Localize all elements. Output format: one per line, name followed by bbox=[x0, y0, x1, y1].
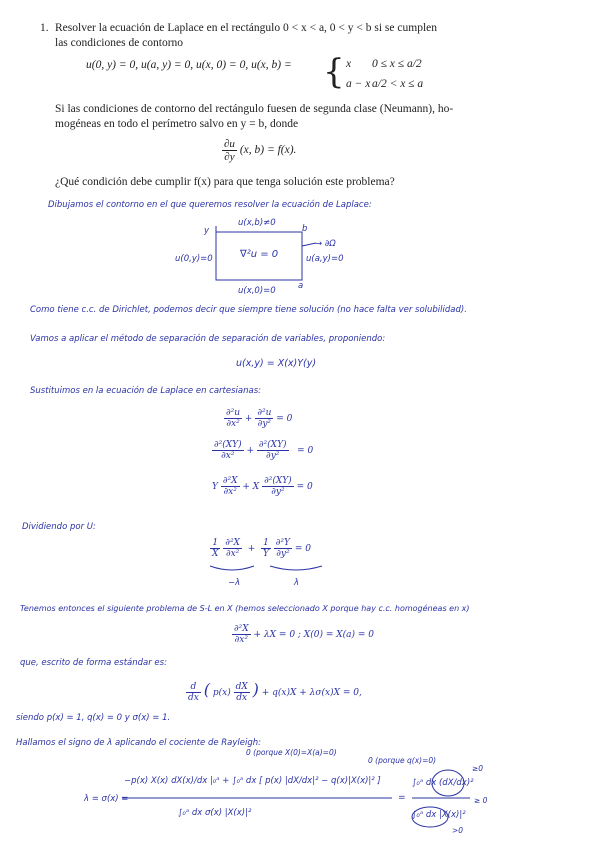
problem-line-2: las condiciones de contorno bbox=[55, 37, 184, 49]
question: ¿Qué condición debe cumplir f(x) para que tenga solución este problema? bbox=[55, 176, 395, 188]
rayleigh-equals: = bbox=[398, 793, 406, 803]
diagram-left-label: u(0,y)=0 bbox=[175, 254, 213, 264]
ansatz: u(x,y) = X(x)Y(y) bbox=[236, 358, 317, 369]
neumann-equation-rest: (x, b) = f(x). bbox=[239, 144, 297, 157]
neumann-line-2: mogéneas en todo el perímetro salvo en y = b, donde bbox=[55, 118, 299, 130]
positive-mark: >0 bbox=[452, 826, 464, 835]
diagram-b-label: b bbox=[302, 224, 308, 234]
du-dy-fraction: $\frac{\partial u}{\partial y}$ bbox=[224, 138, 235, 163]
intro-note: Dibujamos el contorno en el que queremos resolver la ecuación de Laplace: bbox=[48, 200, 372, 210]
problem-number: 1. bbox=[40, 22, 49, 34]
coefficients-note: siendo p(x) = 1, q(x) = 0 y σ(x) = 1. bbox=[16, 713, 171, 723]
diagram-top-label: u(x,b)≠0 bbox=[238, 218, 276, 228]
diagram-a-label: a bbox=[298, 281, 304, 291]
piece-2-condition: a/2 < x ≤ a bbox=[372, 78, 424, 90]
bc-equation: u(0, y) = 0, u(a, y) = 0, u(x, 0) = 0, u(x, b) = bbox=[86, 59, 292, 71]
piecewise-brace: { bbox=[323, 52, 345, 92]
neumann-line-1: Si las condiciones de contorno del rectángulo fuesen de segunda clase (Neumann), ho- bbox=[55, 103, 454, 115]
dirichlet-note: Como tiene c.c. de Dirichlet, podemos decir que siempre tiene solución (no hace falta ver solubilidad). bbox=[30, 305, 467, 315]
standard-note: que, escrito de forma estándar es: bbox=[20, 658, 167, 668]
divide-note: Dividiendo por U: bbox=[22, 522, 96, 532]
rayleigh-rhs-denominator: ∫₀ᵃ dx |X(x)|² bbox=[412, 810, 466, 820]
rayleigh-rhs-numerator: ∫₀ᵃ dx (dX/dx)² bbox=[412, 778, 474, 788]
piece-1-value: x bbox=[346, 58, 352, 70]
rayleigh-annotation-1: 0 (porque X(0)=X(a)=0) bbox=[246, 748, 337, 757]
rayleigh-lhs: λ = σ(x) = bbox=[84, 794, 129, 804]
diagram-center-label: ∇²u = 0 bbox=[240, 249, 279, 260]
underbrace-right-label: λ bbox=[294, 578, 300, 588]
laplace-eq-3: Y $\frac{\text{∂²X}}{\text{∂x²}}$ + X $\frac{\text{∂²(XY)}}{\text{∂y²}}$ = 0 bbox=[212, 476, 313, 497]
problem-line-1: Resolver la ecuación de Laplace en el rectángulo 0 < x < a, 0 < y < b si se cumplen bbox=[55, 22, 437, 34]
sl-equation: $\frac{\text{∂²X}}{\text{∂x²}}$ + λX = 0 ; X(0) = X(a) = 0 bbox=[234, 624, 375, 645]
rayleigh-annotation-2: 0 (porque q(x)=0) bbox=[368, 756, 437, 765]
piece-2-value: a − x bbox=[346, 78, 371, 90]
diagram-bottom-label: u(x,0)=0 bbox=[238, 286, 276, 296]
piece-1-condition: 0 ≤ x ≤ a/2 bbox=[372, 58, 422, 70]
separation-note: Vamos a aplicar el método de separación de separación de variables, proponiendo: bbox=[30, 334, 386, 344]
underbrace-left-label: −λ bbox=[228, 578, 241, 588]
diagram-boundary-label: → ∂Ω bbox=[315, 239, 336, 249]
separated-eq: $\frac{1}{X}$ $\frac{\text{∂²X}}{\text{∂x²}}$ + $\frac{1}{Y}$ $\frac{\text{∂²Y}}{\text{∂y²}}$ = 0 bbox=[212, 538, 311, 559]
rayleigh-note: Hallamos el signo de λ aplicando el cociente de Rayleigh: bbox=[16, 738, 262, 748]
nonneg-mark-2: ≥ 0 bbox=[474, 796, 488, 805]
laplace-eq-2: $\frac{\text{∂²(XY)}}{\text{∂x²}}$ + $\frac{\text{∂²(XY)}}{\text{∂y²}}$ = 0 bbox=[214, 440, 314, 461]
rayleigh-numerator: −p(x) X(x) dX(x)/dx |₀ᵃ + ∫₀ᵃ dx [ p(x) |dX/dx|² − q(x)|X(x)|² ] bbox=[124, 776, 381, 786]
diagram-right-label: u(a,y)=0 bbox=[306, 254, 344, 264]
diagram-y-label: y bbox=[204, 226, 210, 236]
standard-equation: $\frac{d}{dx}$ ( p(x) $\frac{dX}{dx}$ ) + q(x)X + λσ(x)X = 0, bbox=[188, 680, 362, 703]
sl-note: Tenemos entonces el siguiente problema de S-L en X (hemos seleccionado X porque hay c.c. homogéneas en x) bbox=[20, 604, 470, 613]
laplace-eq-1: $\frac{\text{∂²u}}{\text{∂x²}}$ + $\frac{\text{∂²u}}{\text{∂y²}}$ = 0 bbox=[226, 408, 293, 429]
nonneg-mark-1: ≥0 bbox=[472, 764, 484, 773]
substitute-note: Sustituimos en la ecuación de Laplace en cartesianas: bbox=[30, 386, 261, 396]
rayleigh-denominator: ∫₀ᵃ dx σ(x) |X(x)|² bbox=[178, 808, 252, 818]
